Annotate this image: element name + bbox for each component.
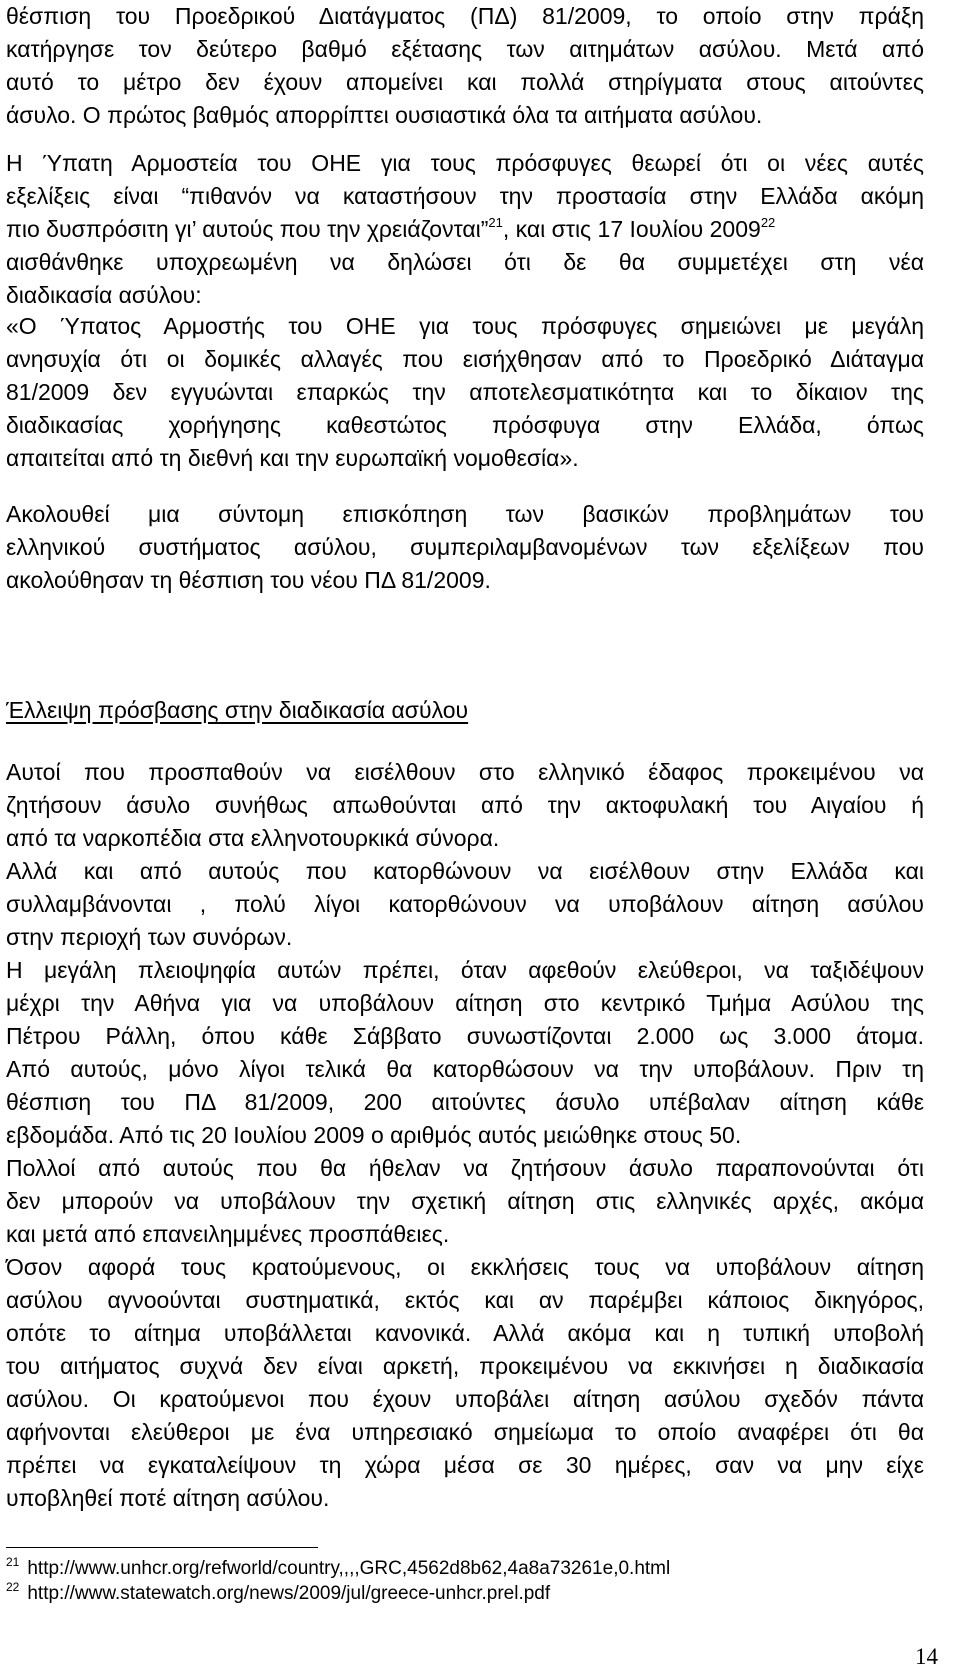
text-line: θέσπιση του Προεδρικού Διατάγματος (ΠΔ) 81/2009, το οποίο στην πράξη — [6, 3, 924, 29]
text-line: και μετά από επανειλημμένες προσπάθειες. — [6, 1221, 450, 1247]
text-line: Αλλά και από αυτούς που κατορθώνουν να εισέλθουν στην Ελλάδα και — [6, 858, 924, 884]
text-line: Πολλοί από αυτούς που θα ήθελαν να ζητήσουν άσυλο παραπονούνται ότι — [6, 1155, 924, 1181]
text-line: αυτό το μέτρο δεν έχουν απομείνει και πολλά στηρίγματα στους αιτούντες — [6, 69, 924, 95]
text-line: από τα ναρκοπέδια στα ελληνοτουρκικά σύνορα. — [6, 825, 500, 851]
footnote-divider — [6, 1547, 318, 1548]
paragraph-intro — [6, 0, 924, 132]
footnote-link[interactable]: http://www.unhcr.org/refworld/country,,,,GRC,4562d8b62,4a8a73261e,0.html — [27, 1558, 671, 1579]
text-line: ασύλου. Οι κρατούμενοι που έχουν υποβάλει αίτηση ασύλου σχεδόν πάντα — [6, 1386, 924, 1412]
section-body — [6, 756, 924, 1515]
footnote-link[interactable]: http://www.statewatch.org/news/2009/jul/greece-unhcr.prel.pdf — [27, 1583, 551, 1604]
text-line: Ακολουθεί μια σύντομη επισκόπηση των βασικών προβλημάτων του — [6, 501, 924, 527]
text-line: θέσπιση του ΠΔ 81/2009, 200 αιτούντες άσυλο υπέβαλαν αίτηση κάθε — [6, 1089, 924, 1115]
text-line: ζητήσουν άσυλο συνήθως απωθούνται από την ακτοφυλακή του Αιγαίου ή — [6, 792, 924, 818]
quote-block — [6, 310, 924, 475]
text-line: διαδικασία ασύλου: — [6, 282, 202, 308]
footnote-ref-21: 21 — [488, 215, 503, 230]
text-line: Αυτοί που προσπαθούν να εισέλθουν στο ελληνικό έδαφος προκειμένου να — [6, 759, 924, 785]
text-line: αφήνονται ελεύθεροι με ένα υπηρεσιακό σημείωμα το οποίο αναφέρει ότι θα — [6, 1419, 924, 1445]
text-line: απαιτείται από τη διεθνή και την ευρωπαϊκή νομοθεσία». — [6, 445, 579, 471]
text-line: άσυλο. Ο πρώτος βαθμός απορρίπτει ουσιαστικά όλα τα αιτήματα ασύλου. — [6, 102, 763, 128]
footnote-number: 22 — [6, 1580, 20, 1594]
text-line: Πέτρου Ράλλη, όπου κάθε Σάββατο συνωστίζονται 2.000 ως 3.000 άτομα. — [6, 1023, 924, 1049]
text-line: οπότε το αίτημα υποβάλλεται κανονικά. Αλλά ακόμα και η τυπική υποβολή — [6, 1320, 924, 1346]
text-line: εξελίξεις είναι “πιθανόν να καταστήσουν την προστασία στην Ελλάδα ακόμη — [6, 183, 924, 209]
text-line: ακολούθησαν τη θέσπιση του νέου ΠΔ 81/2009. — [6, 567, 491, 593]
footnote-ref-22: 22 — [760, 215, 776, 230]
section-heading — [6, 694, 468, 727]
text-line: συλλαμβάνονται , πολύ λίγοι κατορθώνουν να υποβάλουν αίτηση ασύλου — [6, 891, 924, 917]
text-segment: , και στις 17 Ιουλίου 2009 — [502, 216, 761, 242]
text-line: ελληνικού συστήματος ασύλου, συμπεριλαμβανομένων των εξελίξεων που — [6, 534, 924, 560]
text-line: εβδομάδα. Από τις 20 Ιουλίου 2009 ο αριθμός αυτός μειώθηκε στους 50. — [6, 1122, 742, 1148]
page-number: 14 — [915, 1644, 938, 1669]
text-line: Η μεγάλη πλειοψηφία αυτών πρέπει, όταν αφεθούν ελεύθεροι, να ταξιδέψουν — [6, 957, 924, 983]
text-line: κατήργησε τον δεύτερο βαθμό εξέτασης των αιτημάτων ασύλου. Μετά από — [6, 36, 924, 62]
text-line: αισθάνθηκε υποχρεωμένη να δηλώσει ότι δε θα συμμετέχει στη νέα — [6, 249, 924, 275]
text-line: στην περιοχή των συνόρων. — [6, 924, 293, 950]
text-line: μέχρι την Αθήνα για να υποβάλουν αίτηση στο κεντρικό Τμήμα Ασύλου της — [6, 990, 924, 1016]
text-line: «Ο Ύπατος Αρμοστής του ΟΗΕ για τους πρόσφυγες σημειώνει με μεγάλη — [6, 313, 924, 339]
text-line — [6, 213, 924, 246]
text-line: Από αυτούς, μόνο λίγοι τελικά θα κατορθώσουν να την υποβάλουν. Πριν τη — [6, 1056, 924, 1082]
text-line: δεν μπορούν να υποβάλουν την σχετική αίτηση στις ελληνικές αρχές, ακόμα — [6, 1188, 924, 1214]
text-line: υποβληθεί ποτέ αίτηση ασύλου. — [6, 1485, 330, 1511]
text-line: ασύλου αγνοούνται συστηματικά, εκτός και αν παρέμβει κάποιος δικηγόρος, — [6, 1287, 924, 1313]
text-line: του αιτήματος συχνά δεν είναι αρκετή, προκειμένου να εκκινήσει η διαδικασία — [6, 1353, 924, 1379]
text-line: ανησυχία ότι οι δομικές αλλαγές που εισήχθησαν από το Προεδρικό Διάταγμα — [6, 346, 924, 372]
text-segment: πιο δυσπρόσιτη γι’ αυτούς που την χρειάζονται” — [6, 216, 489, 242]
footnote-number: 21 — [6, 1555, 20, 1569]
text-line: πρέπει να εγκαταλείψουν τη χώρα μέσα σε 30 ημέρες, σαν να μην είχε — [6, 1452, 924, 1478]
footnote-21 — [6, 1556, 670, 1582]
section-heading-text: Έλλειψη πρόσβασης στην διαδικασία ασύλου — [6, 697, 469, 723]
footnote-22 — [6, 1581, 550, 1607]
text-line: διαδικασίας χορήγησης καθεστώτος πρόσφυγα στην Ελλάδα, όπως — [6, 412, 924, 438]
paragraph-unhcr — [6, 147, 924, 312]
text-line: Όσον αφορά τους κρατούμενους, οι εκκλήσεις τους να υποβάλουν αίτηση — [6, 1254, 924, 1280]
paragraph-overview — [6, 498, 924, 597]
text-line: Η Ύπατη Αρμοστεία του ΟΗΕ για τους πρόσφυγες θεωρεί ότι οι νέες αυτές — [6, 150, 924, 176]
text-line: 81/2009 δεν εγγυώνται επαρκώς την αποτελεσματικότητα και το δίκαιον της — [6, 379, 924, 405]
